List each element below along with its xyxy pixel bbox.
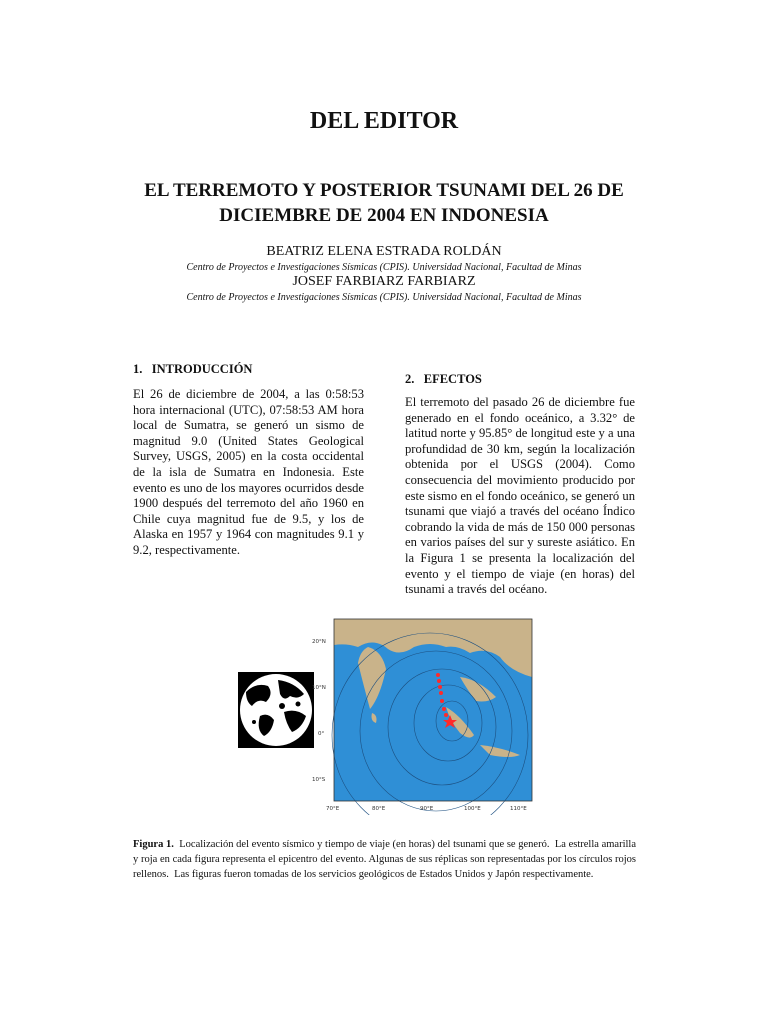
lat-tick: 10°S (312, 777, 326, 783)
lon-tick: 110°E (510, 806, 527, 812)
title-line-1: EL TERREMOTO Y POSTERIOR TSUNAMI DEL 26 DE (144, 180, 624, 201)
lat-tick: 0° (318, 731, 325, 737)
section-heading-introduccion: 1. INTRODUCCIÓN (133, 362, 253, 376)
tsunami-map (310, 617, 535, 815)
figure-label: Figura 1. (133, 839, 174, 850)
author-affiliation: Centro de Proyectos e Investigaciones Sísmicas (CPIS). Universidad Nacional, Facultad de Minas (186, 262, 582, 273)
section-heading-efectos: 2. EFECTOS (405, 372, 482, 386)
lon-tick: 70°E (326, 806, 340, 812)
lat-tick: 20°N (312, 639, 326, 645)
section-paragraph-efectos: El terremoto del pasado 26 de diciembre fue generado en el fondo oceánico, a 3.32° de latitud norte y 95.85° de longitud este y a una profundidad de 30 km, según la localización obtenida por el USGS (2004). Como consecuencia del movimiento producido por este sismo en el fondo oceánico, se generó un tsunami que viajó a través del océano Índico cobrando la vida de más de 150 000 personas en varios países del sur y sureste asiático. En la Figura 1 se presenta la localización del evento y el tiempo de viaje (en horas) del tsunami a través del océano. (405, 395, 635, 597)
author-affiliation: Centro de Proyectos e Investigaciones Sísmicas (CPIS). Universidad Nacional, Facultad de Minas (186, 292, 582, 303)
figure-caption-text: Localización del evento sísmico y tiempo de viaje (en horas) del tsunami que se generó. La estrella amarilla y roja en cada figura representa el epicentro del evento. Algunas de sus réplicas son representadas por los círculos rojos rellenos. Las figuras fueron tomadas de los servicios geológicos de Estados Unidos y Japón respectivamente. (133, 839, 639, 880)
article-title (0, 178, 768, 228)
lat-tick: 10°N (312, 685, 326, 691)
lon-tick: 80°E (372, 806, 386, 812)
figure-caption (133, 837, 639, 882)
section-header: DEL EDITOR (309, 108, 459, 134)
lon-tick: 90°E (420, 806, 434, 812)
author-name: JOSEF FARBIARZ FARBIARZ (292, 274, 476, 289)
globe-image (238, 672, 314, 748)
lon-tick: 100°E (464, 806, 481, 812)
author-name: BEATRIZ ELENA ESTRADA ROLDÁN (266, 244, 502, 259)
section-paragraph-introduccion: El 26 de diciembre de 2004, a las 0:58:53 hora internacional (UTC), 07:58:53 AM hora local de Sumatra, se generó un sismo de magnitud 9.0 (United States Geological Survey, USGS, 2005) en la costa occidental de la isla de Sumatra en Indonesia. Este evento es uno de los mayores ocurridos desde 1900 después del terremoto del año 1960 en Chile cuya magnitud fue de 9.5, y los de Alaska en 1957 y 1964 con magnitudes 9.1 y 9.2, respectivamente. (133, 387, 364, 557)
title-line-2: DICIEMBRE DE 2004 EN INDONESIA (219, 205, 549, 226)
